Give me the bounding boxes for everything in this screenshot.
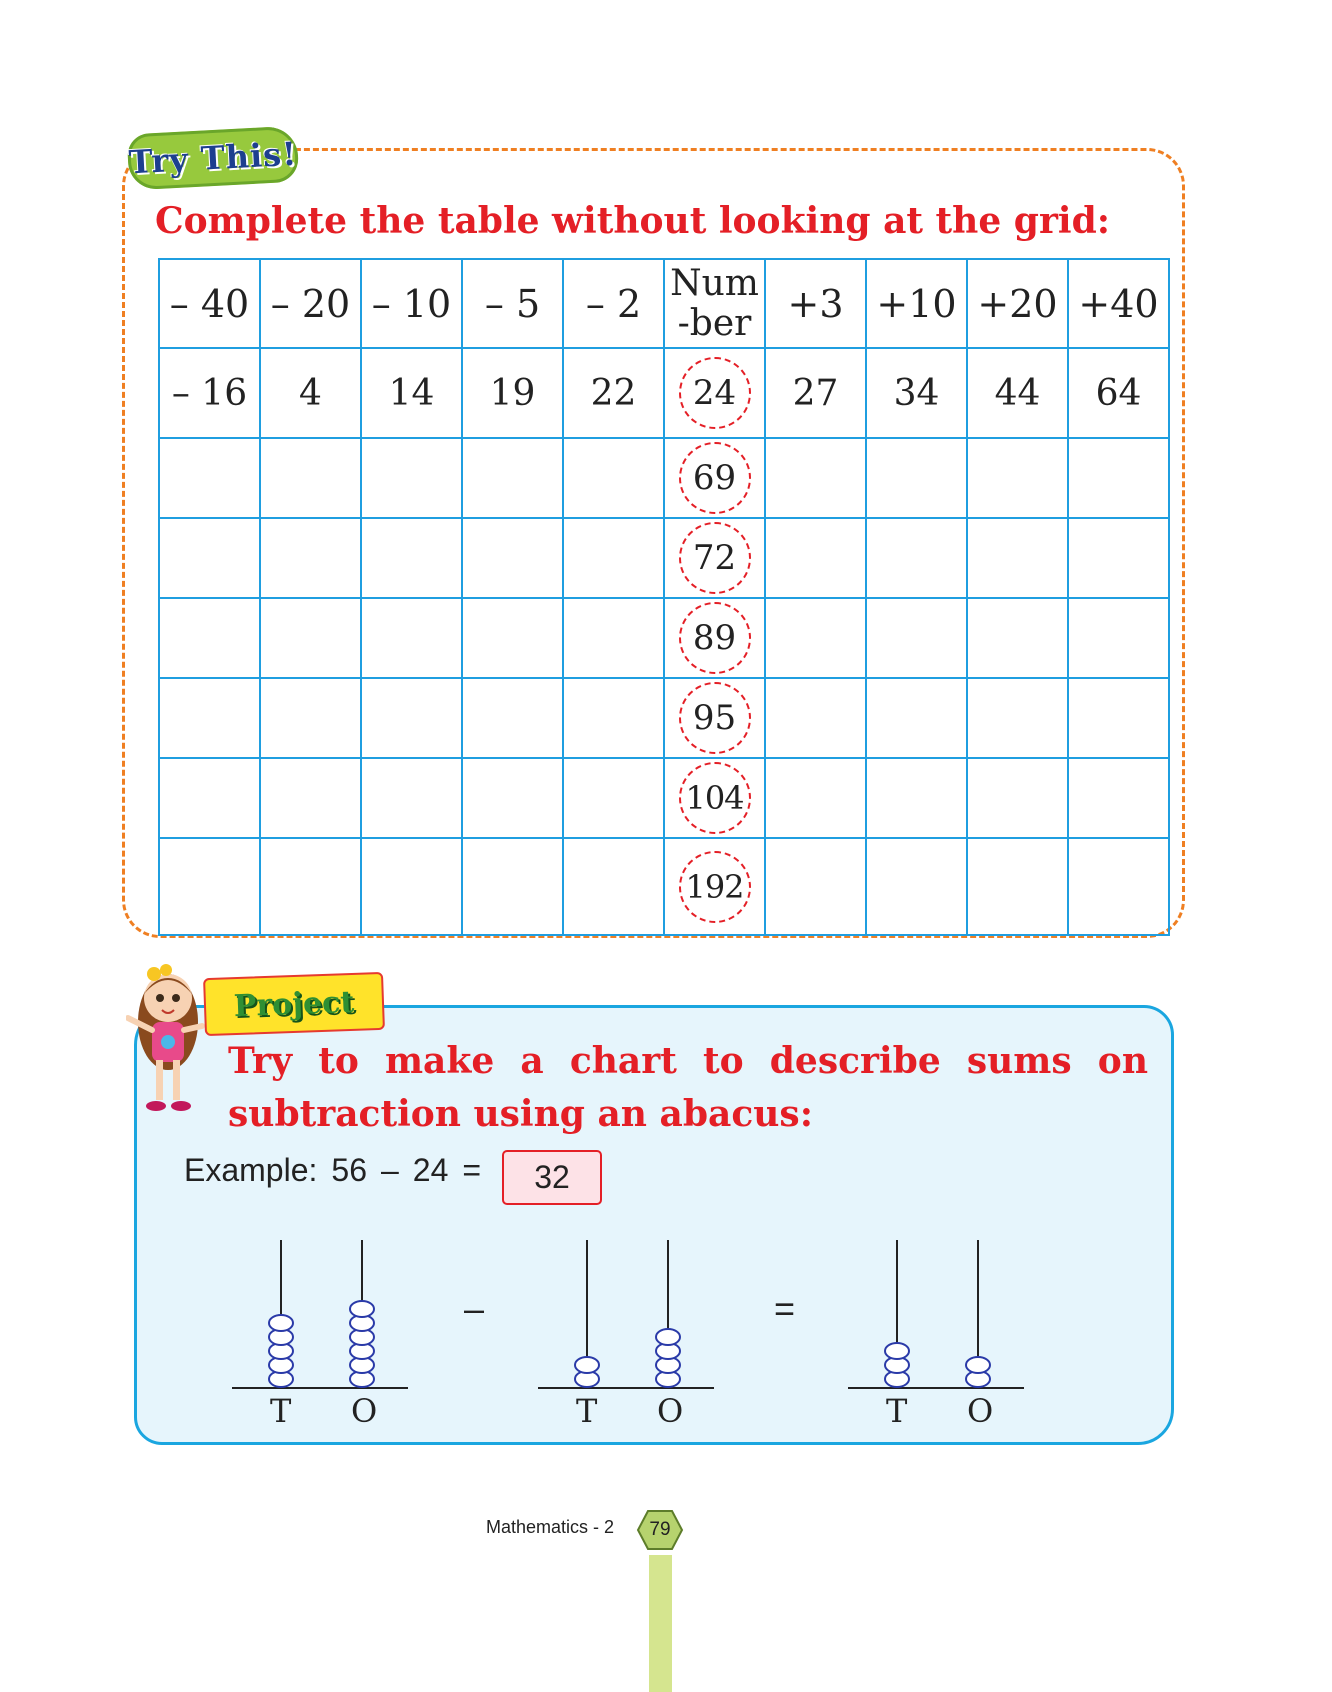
- blank-cell[interactable]: [563, 518, 664, 598]
- try-this-heading: Complete the table without looking at the grid:: [155, 200, 1111, 242]
- blank-cell[interactable]: [159, 838, 260, 935]
- header-cell: +3: [765, 259, 866, 348]
- example-cell: 19: [462, 348, 563, 438]
- example-cell: – 16: [159, 348, 260, 438]
- number-cell: [664, 438, 765, 518]
- number-table: [158, 258, 1170, 936]
- blank-cell[interactable]: [1068, 598, 1169, 678]
- circled-number: 95: [679, 682, 751, 754]
- blank-cell[interactable]: [967, 438, 1068, 518]
- example-answer-box: [502, 1150, 602, 1205]
- page-strip: [649, 1555, 672, 1692]
- header-cell: – 5: [462, 259, 563, 348]
- circled-number: 69: [679, 442, 751, 514]
- blank-cell[interactable]: [462, 678, 563, 758]
- blank-cell[interactable]: [260, 838, 361, 935]
- abacus2-ones-label: O: [657, 1392, 684, 1430]
- blank-cell[interactable]: [866, 598, 967, 678]
- abacus-equals-sign: =: [774, 1288, 796, 1329]
- example-operand-a: 56: [331, 1152, 367, 1188]
- header-cell: – 10: [361, 259, 462, 348]
- blank-cell[interactable]: [1068, 678, 1169, 758]
- header-cell: – 20: [260, 259, 361, 348]
- header-cell-number: [664, 259, 765, 348]
- number-cell: [664, 838, 765, 935]
- blank-cell[interactable]: [159, 678, 260, 758]
- blank-cell[interactable]: [1068, 838, 1169, 935]
- table-row: [159, 838, 1169, 935]
- example-minus: –: [380, 1152, 399, 1188]
- blank-cell[interactable]: [159, 758, 260, 838]
- header-cell: +40: [1068, 259, 1169, 348]
- abacus-minus-sign: –: [464, 1288, 485, 1329]
- circled-number: 192: [679, 851, 751, 923]
- example-cell: 14: [361, 348, 462, 438]
- example-answer: 32: [534, 1159, 570, 1195]
- circled-number: 104: [679, 762, 751, 834]
- blank-cell[interactable]: [462, 838, 563, 935]
- example-cell: 4: [260, 348, 361, 438]
- number-cell: [664, 758, 765, 838]
- girl-mascot-illustration: [126, 960, 206, 1120]
- abacus2-tens-label: T: [576, 1392, 598, 1430]
- blank-cell[interactable]: [866, 518, 967, 598]
- blank-cell[interactable]: [260, 678, 361, 758]
- table-row: [159, 598, 1169, 678]
- blank-cell[interactable]: [866, 678, 967, 758]
- blank-cell[interactable]: [967, 758, 1068, 838]
- blank-cell[interactable]: [159, 518, 260, 598]
- blank-cell[interactable]: [967, 598, 1068, 678]
- project-badge-label: Project: [233, 984, 355, 1024]
- blank-cell[interactable]: [765, 758, 866, 838]
- blank-cell[interactable]: [260, 598, 361, 678]
- header-number-line1: Num: [670, 262, 759, 304]
- page-number: 79: [649, 1519, 671, 1540]
- blank-cell[interactable]: [765, 678, 866, 758]
- blank-cell[interactable]: [563, 678, 664, 758]
- table-row: [159, 518, 1169, 598]
- blank-cell[interactable]: [1068, 438, 1169, 518]
- blank-cell[interactable]: [260, 758, 361, 838]
- blank-cell[interactable]: [866, 838, 967, 935]
- blank-cell[interactable]: [462, 438, 563, 518]
- example-operand-b: 24: [412, 1152, 449, 1188]
- example-number-cell: [664, 348, 765, 438]
- blank-cell[interactable]: [866, 438, 967, 518]
- try-this-badge-label: Try This!: [127, 134, 299, 182]
- blank-cell[interactable]: [361, 758, 462, 838]
- number-cell: [664, 518, 765, 598]
- blank-cell[interactable]: [563, 758, 664, 838]
- blank-cell[interactable]: [1068, 518, 1169, 598]
- circled-number: 89: [679, 602, 751, 674]
- blank-cell[interactable]: [765, 598, 866, 678]
- blank-cell[interactable]: [159, 438, 260, 518]
- blank-cell[interactable]: [563, 598, 664, 678]
- abacus3-ones-label: O: [967, 1392, 994, 1430]
- project-instruction-line2: subtraction using an abacus:: [228, 1093, 813, 1135]
- blank-cell[interactable]: [361, 438, 462, 518]
- abacus1-ones-label: O: [351, 1392, 378, 1430]
- blank-cell[interactable]: [967, 838, 1068, 935]
- blank-cell[interactable]: [765, 838, 866, 935]
- header-cell: +20: [967, 259, 1068, 348]
- example-cell: 34: [866, 348, 967, 438]
- try-this-badge: [127, 126, 300, 191]
- header-cell: – 40: [159, 259, 260, 348]
- blank-cell[interactable]: [361, 518, 462, 598]
- number-cell: [664, 598, 765, 678]
- header-cell: +10: [866, 259, 967, 348]
- blank-cell[interactable]: [765, 438, 866, 518]
- number-cell: [664, 678, 765, 758]
- header-cell: – 2: [563, 259, 664, 348]
- example-cell: 22: [563, 348, 664, 438]
- blank-cell[interactable]: [260, 518, 361, 598]
- example-cell: 64: [1068, 348, 1169, 438]
- blank-cell[interactable]: [462, 598, 563, 678]
- blank-cell[interactable]: [462, 518, 563, 598]
- blank-cell[interactable]: [462, 758, 563, 838]
- table-row: [159, 758, 1169, 838]
- example-equation: [184, 1152, 495, 1189]
- example-cell: 27: [765, 348, 866, 438]
- table-row-example: [159, 348, 1169, 438]
- blank-cell[interactable]: [361, 678, 462, 758]
- blank-cell[interactable]: [967, 678, 1068, 758]
- table-row: [159, 678, 1169, 758]
- example-equals: =: [462, 1152, 482, 1188]
- abacus3-tens-label: T: [886, 1392, 908, 1430]
- header-number-line2: -ber: [677, 302, 752, 344]
- blank-cell[interactable]: [260, 438, 361, 518]
- project-badge: [203, 972, 385, 1036]
- circled-number: 72: [679, 522, 751, 594]
- blank-cell[interactable]: [361, 598, 462, 678]
- blank-cell[interactable]: [866, 758, 967, 838]
- example-label: Example:: [184, 1152, 318, 1188]
- blank-cell[interactable]: [563, 838, 664, 935]
- blank-cell[interactable]: [159, 598, 260, 678]
- circled-number: 24: [679, 357, 751, 429]
- footer-subject: Mathematics - 2: [486, 1517, 615, 1537]
- abacus1-tens-label: T: [270, 1392, 292, 1430]
- project-instruction-line1: Try to make a chart to describe sums on: [228, 1040, 1148, 1082]
- table-header-row: [159, 259, 1169, 348]
- blank-cell[interactable]: [967, 518, 1068, 598]
- blank-cell[interactable]: [1068, 758, 1169, 838]
- blank-cell[interactable]: [765, 518, 866, 598]
- blank-cell[interactable]: [563, 438, 664, 518]
- table-row: [159, 438, 1169, 518]
- example-cell: 44: [967, 348, 1068, 438]
- blank-cell[interactable]: [361, 838, 462, 935]
